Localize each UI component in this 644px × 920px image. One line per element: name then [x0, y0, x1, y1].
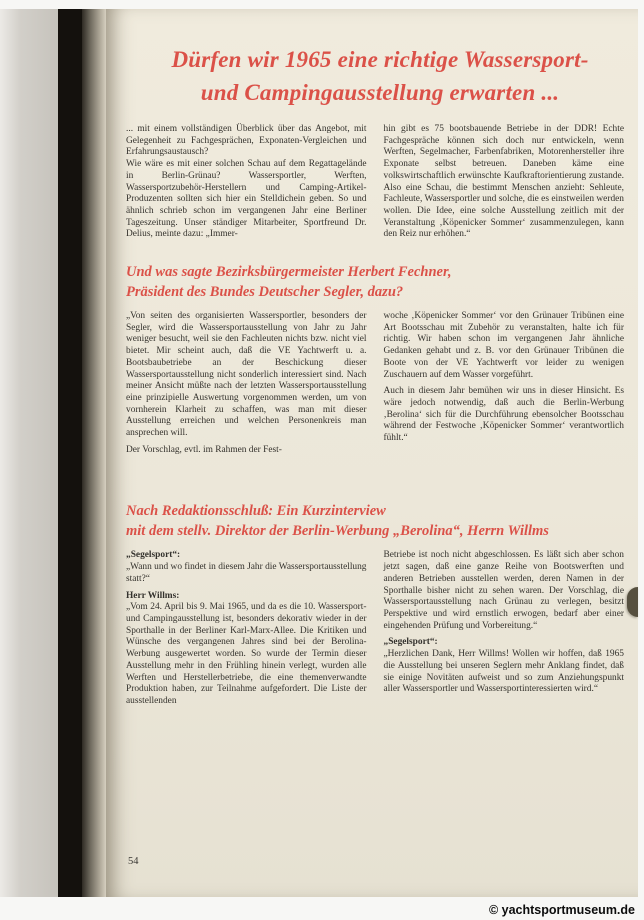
paragraph: Der Vorschlag, evtl. im Rahmen der Fest-: [126, 444, 282, 455]
section-heading-fechner-line1: Und was sagte Bezirksbürgermeister Herbert Fechner,: [126, 264, 452, 281]
fechner-section: [126, 311, 624, 456]
speaker-label-willms: Herr Willms:: [126, 590, 180, 601]
watermark-bar: [489, 903, 635, 917]
paragraph: Auch in diesem Jahr bemühen wir uns in dieser Hinsicht. Es wäre jedoch notwendig, daß auch die Berlin-Werbung ‚Berolina‘ sich für die Durchführung ebensolcher Bootsschau während der Festwoche ‚Köpenicker Sommer‘ verantwortlich fühlt.“: [383, 386, 624, 444]
speaker-label-segelsport-2: „Segelsport“:: [383, 637, 438, 648]
interview-question: „Wann und wo findet in diesem Jahr die Wassersportausstellung statt?“: [126, 562, 367, 584]
section-heading-interview-line1: Nach Redaktionsschluß: Ein Kurzinterview: [126, 503, 386, 520]
interview-right-column: [384, 550, 625, 707]
section-heading-fechner-line2: Präsident des Bundes Deutscher Segler, dazu?: [126, 283, 404, 300]
interview-left-column: [126, 550, 367, 707]
speaker-label-segelsport: „Segelsport“:: [126, 550, 181, 561]
intro-right-column: [384, 124, 625, 241]
page-number: 54: [128, 856, 139, 867]
interview-answer: „Vom 24. April bis 9. Mai 1965, und da es die 10. Wassersport- und Campingausstellung ist, besonders dekorativ wieder in der Sporthalle in der Berliner Karl-Marx-Allee. Die Kritiken und Wünsche des vergangenen Jahres sind bei der Berolina-Werbung ausgewertet worden. So wurde der Termin dieser Ausstellung mehr in den Frühling hinein verlegt, wurden alle Werften und Herstellerbetriebe, die eine themenverwandte Produktion haben, zur Teilnahme aufgefordert. Die Liste der ausstellenden: [126, 602, 367, 706]
book-spine-shadow: [58, 9, 82, 897]
paragraph: „Herzlichen Dank, Herr Willms! Wollen wir hoffen, daß 1965 die Ausstellung bei unseren Seglern mehr Anklang findet, daß sie einige Novitäten aufweist und so zum Anziehungspunkt aller Wassersportler und Wassersportinteressierten wird.“: [383, 649, 624, 695]
paragraph: Wie wäre es mit einer solchen Schau auf dem Regattagelände in Berlin-Grünau? Wassersportler, Werften, Wassersportzubehör-Herstellern und Camping-Artikel-Produzenten sollten sich hier ein Stelldichein geben. So und ähnlich schrieb schon im vergangenen Jahr eine Berliner Tageszeitung. Unser ständiger Mitarbeiter, Sportfreund Dr. Delius, meinte dazu: „Immer-: [126, 159, 367, 240]
article-title-line1: Dürfen wir 1965 eine richtige Wassersport-: [171, 47, 589, 72]
magazine-page: [106, 9, 638, 897]
scanner-background: [0, 9, 58, 897]
paragraph: hin gibt es 75 bootsbauende Betriebe in der DDR! Echte Fachgespräche können sich doch nur entwickeln, wenn Werften, Segelmacher, Farbenfabriken, Motorenhersteller ihre Exponate selbst betreuen. Daneben käme eine volkswirtschaftlich erwünschte Kaufkraftorientierung zustande. Also eine Schau, die bestimmt Menschen anzieht: Sehleute, Fachleute, Wassersportler und solche, die es einstweilen werden wollen. Die Idee, eine solche Ausstellung zeitlich mit der Veranstaltung ‚Köpenicker Sommer‘ zusammenzulegen, kann den Reiz nur erhöhen.“: [383, 124, 624, 240]
section-heading-interview-line2: mit dem stellv. Direktor der Berlin-Werbung „Berolina“, Herrn Willms: [126, 522, 549, 539]
paragraph: Betriebe ist noch nicht abgeschlossen. Es läßt sich aber schon jetzt sagen, daß eine ganze Reihe von Bootswerften und anderen Betrieben ausstellen werden, deren Namen in der Sporthalle bisher nicht zu sehen waren. Der Vorschlag, die Wassersportausstellung nach Grünau zu verlegen, besitzt Perspektive und wird ernstlich erwogen, bedarf aber einer eingehenden Prüfung und Vorbereitung.“: [383, 550, 624, 631]
fechner-right-column: [384, 311, 625, 456]
section-heading-interview: [126, 502, 624, 541]
section-heading-fechner: [126, 263, 624, 302]
watermark-text: © yachtsportmuseum.de: [488, 903, 635, 917]
page-binding-gradient: [82, 9, 106, 897]
scan-artifact: [627, 587, 638, 617]
paragraph: woche ‚Köpenicker Sommer‘ vor den Grünauer Tribünen eine Art Bootsschau mit Zubehör zu veranstalten, halte ich für richtig. Wir haben schon im vergangenen Jahr ähnliche Gedanken gehabt und z. B. vor den Grünauer Tribünen die Boote von der VE Yachtwerft vor leider zu wenigen Zuschauern auf dem Wasser vorgeführt.: [383, 311, 624, 380]
intro-section: [126, 124, 624, 241]
article-title: [126, 43, 624, 109]
fechner-left-column: [126, 311, 367, 456]
paragraph: ... mit einem vollständigen Überblick über das Angebot, mit Gelegenheit zu Fachgesprächen, Exponaten-Vergleichen und Erfahrungsaustausch?: [126, 124, 367, 158]
article-title-line2: und Campingausstellung erwarten ...: [200, 80, 560, 105]
interview-section: [126, 550, 624, 707]
paragraph: „Von seiten des organisierten Wassersportler, besonders der Segler, wird die Wassersportausstellung von Jahr zu Jahr weniger besucht, weil sie den Fachleuten nichts bzw. nicht viel bietet. Mir scheint auch, daß die VE Yachtwerft u. a. Bootsbaubetriebe an der Beschickung dieser Wassersportausstellung nicht sonderlich interessiert sind. Nach meiner Ansicht müßte nach der letzten Wassersportausstellung eine prinzipielle Auswertung vorgenommen werden, um von vornherein Klarheit zu schaffen, was man mit dieser Ausstellung erreichen und welchen Personenkreis man ansprechen will.: [126, 311, 367, 439]
intro-left-column: [126, 124, 367, 241]
